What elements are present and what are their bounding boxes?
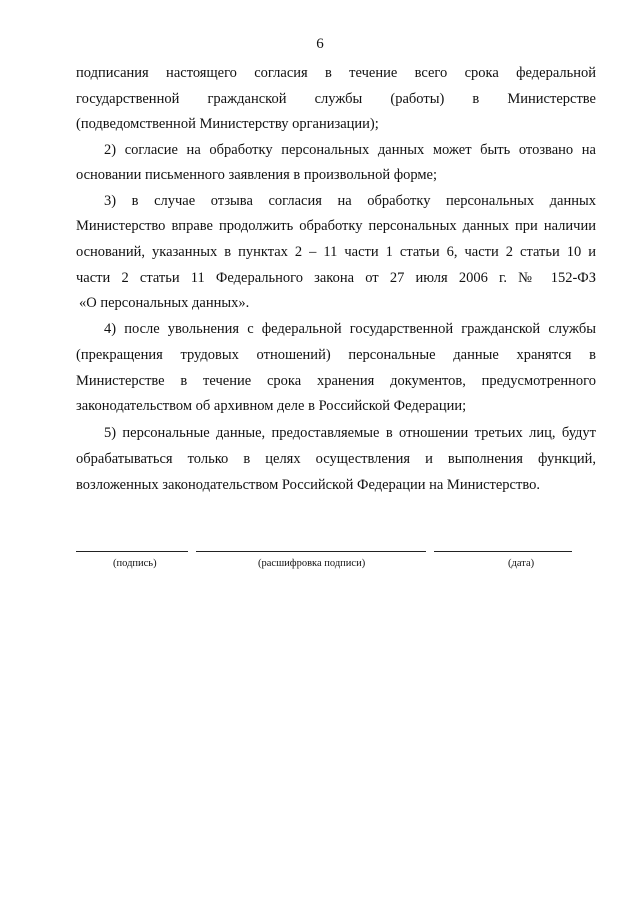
paragraph-3-line: 3) в случае отзыва согласия на обработку персональных данных [104, 193, 596, 209]
text-line: основании письменного заявления в произвольной форме; [76, 167, 438, 183]
text-line: части 2 статьи 11 Федерального закона от 27 июля 2006 г. № 152-ФЗ [76, 270, 596, 286]
text-line: Министерство вправе продолжить обработку персональных данных при наличии [76, 218, 596, 234]
text-line: государственной гражданской службы (работы) в Министерстве [76, 91, 596, 107]
signature-line [76, 551, 188, 552]
text-line: Министерстве в течение срока хранения документов, предусмотренного [76, 373, 596, 389]
text-line: подписания настоящего согласия в течение всего срока федеральной [76, 65, 596, 81]
name-label: (расшифровка подписи) [258, 558, 366, 569]
text-line: законодательством об архивном деле в Российской Федерации; [76, 398, 467, 414]
paragraph-2-line: 2) согласие на обработку персональных данных может быть отозвано на [104, 142, 596, 158]
date-label: (дата) [508, 558, 535, 569]
signature-label: (подпись) [113, 558, 157, 569]
name-line [196, 551, 426, 552]
text-line: (прекращения трудовых отношений) персональные данные хранятся в [76, 347, 596, 363]
text-line: оснований, указанных в пунктах 2 – 11 части 1 статьи 6, части 2 статьи 10 и [76, 244, 596, 260]
text-line: (подведомственной Министерству организации); [76, 116, 379, 132]
text-line: «О персональных данных». [79, 295, 250, 311]
page-number: 6 [316, 36, 324, 52]
text-line: обрабатываться только в целях осуществления и выполнения функций, [76, 451, 596, 467]
text-line: возложенных законодательством Российской Федерации на Министерство. [76, 477, 540, 493]
paragraph-4-line: 4) после увольнения с федеральной государственной гражданской службы [104, 321, 596, 337]
paragraph-5-line: 5) персональные данные, предоставляемые в отношении третьих лиц, будут [104, 425, 596, 441]
date-line [434, 551, 572, 552]
